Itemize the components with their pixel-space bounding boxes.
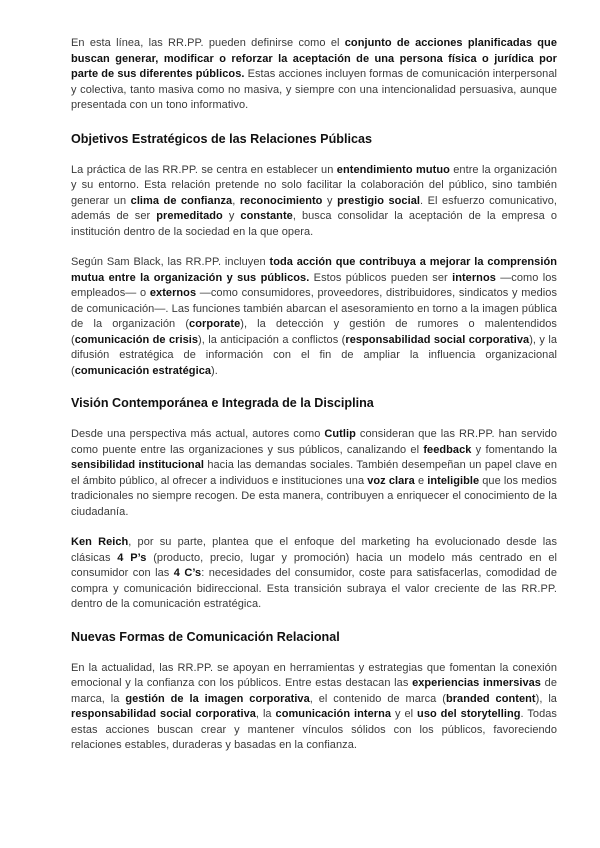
bold-text-run: Cutlip: [324, 428, 356, 440]
bold-text-run: inteligible: [427, 474, 480, 487]
text-run: consideran que las RR.PP. han servido como puente entre las organizaciones y sus públicos, canalizando el: [71, 428, 557, 456]
text-run: : necesidades del consumidor, coste para satisfacerlas, comodidad de compra y comunicación bidireccional. Esta transición subraya el valor creciente de las RR.PP. dentro de la comunicación estratégica.: [71, 567, 557, 610]
bold-text-run: feedback: [423, 443, 472, 456]
text-run: ), la anticipación a conflictos (: [198, 333, 346, 346]
paragraph-public-relations-definition: [71, 36, 557, 114]
text-run: y: [222, 210, 241, 222]
text-run: y: [322, 194, 338, 207]
text-run: , el contenido de marca (: [309, 692, 446, 705]
text-run: de marca, la: [71, 677, 557, 705]
text-run: y fomentando la: [471, 443, 557, 456]
section-heading-contemporary-vision: Visión Contemporánea e Integrada de la Disciplina: [71, 396, 374, 410]
text-run: e: [414, 474, 428, 487]
bold-text-run: premeditado: [156, 210, 223, 222]
bold-text-run: sensibilidad institucional: [71, 459, 204, 471]
bold-text-run: constante: [240, 210, 293, 222]
text-run: entre la organización y su entorno. Esta relación pretende no solo facilitar la colaboración del público, sino también generar un: [71, 163, 557, 207]
text-run: . Todas estas acciones buscan crear y mantener vínculos sólidos con los públicos, favoreciendo relaciones estables, duraderas y basadas en la confianza.: [71, 708, 557, 751]
text-run: Estas acciones incluyen formas de comunicación interpersonal y colectiva, tanto masiva como no masiva, y siempre con una intencionalidad persuasiva, aunque presentada con un tono informativo.: [71, 68, 557, 111]
text-run: ,: [232, 194, 240, 207]
paragraph-new-forms: [71, 661, 557, 754]
bold-text-run: comunicación de crisis: [74, 333, 199, 346]
text-run: Estos públicos pueden ser: [309, 271, 453, 284]
paragraph-cutlip: [71, 427, 557, 520]
bold-text-run: comunicación interna: [275, 708, 392, 720]
bold-text-run: internos: [452, 271, 496, 284]
bold-text-run: comunicación estratégica: [74, 364, 212, 377]
paragraph-mutual-understanding: [71, 163, 557, 241]
paragraph-ken-reich: [71, 535, 557, 613]
bold-text-run: Ken Reich: [71, 536, 129, 548]
text-run: La práctica de las RR.PP. se centra en establecer un: [71, 163, 337, 176]
text-run: . El esfuerzo comunicativo, además de ser: [71, 194, 558, 222]
bold-text-run: responsabilidad social corporativa: [345, 333, 530, 346]
text-run: que los medios tradicionales no siempre recogen. De esta manera, contribuyen a enriquecer el conocimiento de la ciudadanía.: [71, 474, 557, 518]
bold-text-run: reconocimiento: [239, 194, 323, 207]
text-run: ), la detección y gestión de rumores o malentendidos (: [71, 318, 557, 346]
text-run: ), y la difusión estratégica de información con el fin de ampliar la influencia organizacional (: [71, 333, 557, 377]
bold-text-run: 4 C’s: [173, 567, 202, 579]
bold-text-run: prestigio social: [337, 194, 420, 207]
bold-text-run: gestión de la imagen corporativa: [125, 692, 310, 705]
bold-text-run: conjunto de acciones planificadas que buscan generar, modificar o reforzar la aceptación de una persona física o jurídica por parte de sus diferentes públicos.: [71, 37, 557, 80]
text-run: ).: [211, 364, 218, 377]
paragraph-sam-black: [71, 255, 557, 379]
bold-text-run: entendimiento mutuo: [336, 163, 450, 176]
text-run: En esta línea, las RR.PP. pueden definirse como el: [71, 37, 345, 49]
bold-text-run: branded content: [445, 692, 536, 705]
bold-text-run: toda acción que contribuya a mejorar la comprensión mutua entre la organización y sus públicos.: [71, 256, 557, 284]
text-run: , por su parte, plantea que el enfoque del marketing ha evolucionado desde las clásicas: [71, 536, 558, 564]
bold-text-run: voz clara: [367, 474, 415, 487]
text-run: , busca consolidar la aceptación de la empresa o institución dentro de la sociedad en la que opera.: [71, 210, 557, 238]
bold-text-run: clima de confianza: [130, 194, 233, 207]
text-run: —como los empleados— o: [71, 271, 557, 299]
bold-text-run: externos: [149, 287, 197, 299]
section-heading-strategic-objectives: Objetivos Estratégicos de las Relaciones Públicas: [71, 131, 372, 146]
text-run: (producto, precio, lugar y promoción) hacia un modelo más centrado en el consumidor con las: [71, 551, 557, 579]
text-run: Según Sam Black, las RR.PP. incluyen: [71, 256, 270, 268]
text-run: y el: [391, 708, 418, 720]
text-run: ), la: [535, 692, 557, 705]
text-run: —como consumidores, proveedores, distribuidores, sindicatos y medios de comunicación—. Las funciones también abarcan el asesoramiento en torno a la imagen pública de la organización (: [71, 287, 557, 330]
text-run: En la actualidad, las RR.PP. se apoyan en herramientas y estrategias que fomentan la conexión emocional y la confianza con los públicos. Entre estas destacan las: [71, 661, 557, 689]
text-run: , la: [255, 708, 276, 720]
bold-text-run: uso del storytelling: [417, 708, 521, 720]
text-run: Desde una perspectiva más actual, autores como: [71, 428, 325, 440]
bold-text-run: 4 P’s: [117, 551, 147, 564]
bold-text-run: corporate: [189, 318, 241, 330]
bold-text-run: experiencias inmersivas: [412, 677, 541, 689]
text-run: hacia las demandas sociales. También desempeñan un papel clave en el ámbito público, al ofrecer a individuos e instituciones una: [71, 459, 557, 487]
bold-text-run: responsabilidad social corporativa: [71, 708, 256, 720]
section-heading-relational-communication: Nuevas Formas de Comunicación Relacional: [71, 629, 340, 644]
